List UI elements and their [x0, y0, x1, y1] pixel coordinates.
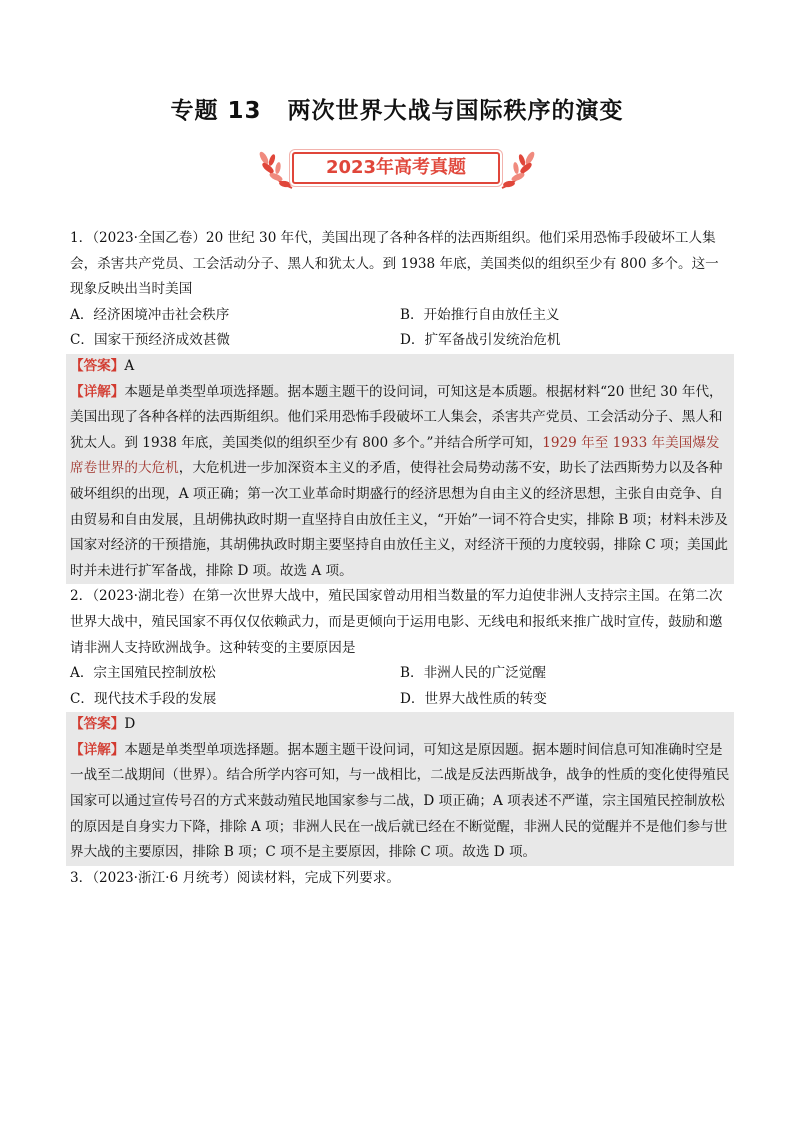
- q2-option-c: C．现代技术手段的发展: [70, 690, 217, 707]
- q2-option-a: A．宗主国殖民控制放松: [70, 665, 216, 682]
- q2-detail-text: 本题是单类型单项选择题。据本题主题干设问词，可知这是原因题。据本题时间信息可知准确时空是一战至二战期间（世界）。结合所学内容可知，与一战相比，二战是反法西斯战争，战争的性质的变化使得殖民国家可以通过宣传号召的方式来鼓动殖民地国家参与二战，D 项正确；A 项表述不严谨，宗主国殖民控制放松的原因是自身实力下降，排除 A 项；非洲人民在一战后就已经在不断觉醒，非洲人民的觉醒并不是他们参与世界大战的主要原因，排除 B 项；C 项不是主要原因，排除 C 项。故选 D 项。: [70, 741, 730, 861]
- q2-stem: 2．（2023·湖北卷）在第一次世界大战中，殖民国家曾动用相当数量的军力迫使非洲人支持宗主国。在第二次世界大战中，殖民国家不再仅仅依赖武力，而是更倾向于运用电影、无线电和报纸来推广战时宣传，鼓励和邀请非洲人支持欧洲战争。这种转变的主要原因是: [70, 588, 723, 656]
- title-main: 两次世界大战与国际秩序的演变: [287, 98, 624, 124]
- laurel-left-icon: [256, 148, 296, 190]
- detail-tag: 【详解】: [70, 741, 125, 758]
- q1-answer-block: [66, 354, 734, 584]
- q1-answer: [70, 354, 730, 380]
- question-content: [70, 226, 730, 891]
- q1-detail: [70, 380, 730, 585]
- laurel-right-icon: [498, 148, 538, 190]
- q2-answer: [70, 712, 730, 738]
- q2-option-d: D．世界大战性质的转变: [400, 690, 547, 707]
- q1-detail-text: 本题是单类型单项选择题。据本题主题干的设问词，可知这是本质题。根据材料“20 世纪 30 年代，美国出现了各种各样的法西斯组织。他们采用恐怖手段破坏工人集会，杀害共产党员、工会活动分子、黑人和犹太人。到 1938 年底，美国类似的组织至少有 800 多个。”并结合所学可知，: [70, 383, 723, 451]
- q1-option-c: C．国家干预经济成效甚微: [70, 332, 230, 349]
- page-title: [0, 92, 794, 125]
- banner-label: 2023年高考真题: [292, 152, 500, 184]
- q1-stem: 1．（2023·全国乙卷）20 世纪 30 年代，美国出现了各种各样的法西斯组织。他们采用恐怖手段破坏工人集会，杀害共产党员、工会活动分子、黑人和犹太人。到 1938 年底，美国类似的组织至少有 800 多个。这一现象反映出当时美国: [70, 230, 719, 298]
- q1-detail-highlight: 1929 年至 1933 年美国爆发席卷世界的大危机: [70, 434, 720, 477]
- detail-tag: 【详解】: [70, 383, 125, 400]
- title-prefix: 专题 13: [170, 98, 262, 124]
- q1-option-d: D．扩军备战引发统治危机: [400, 332, 561, 349]
- q1-answer-value: A: [124, 357, 135, 374]
- q1-options: [70, 303, 730, 354]
- q1-detail-rest: ，大危机进一步加深资本主义的矛盾，使得社会局势动荡不安，助长了法西斯势力以及各种破坏组织的出现，A 项正确；第一次工业革命时期盛行的经济思想为自由主义的经济思想，主张自由竞争、自由贸易和自由发展，且胡佛执政时期一直坚持自由放任主义，“开始”一词不符合史实，排除 B 项；材料未涉及国家对经济的干预措施，其胡佛执政时期主要坚持自由放任主义，对经济干预的力度较弱，排除 C 项；美国此时并未进行扩军备战，排除 D 项。故选 A 项。: [70, 460, 728, 579]
- q1-option-a: A．经济困境冲击社会秩序: [70, 306, 230, 323]
- q2-answer-value: D: [124, 716, 136, 733]
- q3-stem: 3．（2023·浙江·6 月统考）阅读材料，完成下列要求。: [70, 869, 400, 886]
- q2-option-b: B．非洲人民的广泛觉醒: [400, 665, 546, 682]
- answer-tag: 【答案】: [70, 357, 125, 374]
- q2-answer-block: [66, 712, 734, 866]
- q1-option-b: B．开始推行自由放任主义: [400, 306, 560, 323]
- section-banner: [256, 148, 538, 190]
- q2-detail: [70, 738, 730, 866]
- q2-options: [70, 661, 730, 712]
- answer-tag: 【答案】: [70, 716, 125, 733]
